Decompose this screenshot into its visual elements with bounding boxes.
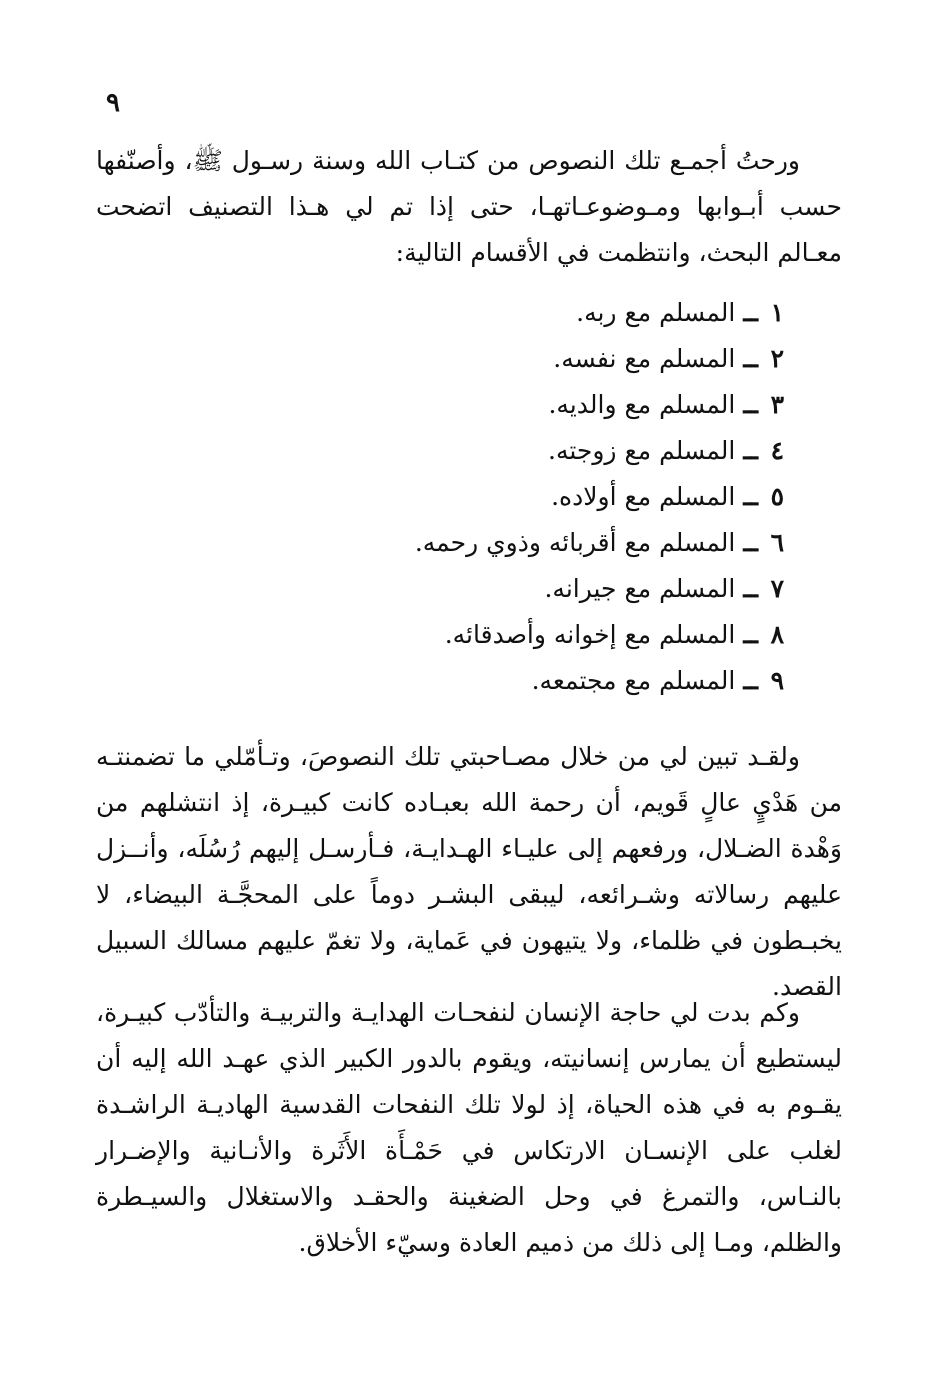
- guidance-paragraph: وكم بدت لي حاجة الإنسان لنفحـات الهدايـة والتربيـة والتأدّب كبيـرة، ليستطيع أن يمارس إنسانيته، ويقوم بالدور الكبير الذي عهـد الله إليه أن يقـوم به في هذه الحياة، إذ لولا تلك النفحات القدسية الهاديـة الراشـدة لغلب على الإنسـان الارتكاس في حَمْـأَة الأَثَرة والأنـانية والإضـرار بالنـاس، والتمرغ في وحل الضغينة والحقـد والاستغلال والسيـطرة والظلم، ومـا إلى ذلك من ذميم العادة وسيّء الأخلاق.: [96, 998, 842, 1257]
- list-item: ٦ــالمسلم مع أقربائه وذوي رحمه.: [414, 528, 784, 557]
- list-item: ٤ــالمسلم مع زوجته.: [548, 436, 784, 465]
- list-item: ٣ــالمسلم مع والديه.: [548, 390, 784, 419]
- list-item: ١ــالمسلم مع ربه.: [576, 298, 784, 327]
- list-item: ٨ــالمسلم مع إخوانه وأصدقائه.: [444, 620, 784, 649]
- list-item: ٥ــالمسلم مع أولاده.: [551, 482, 784, 511]
- page-number: ٩: [106, 88, 120, 118]
- mercy-paragraph: ولقـد تبين لي من خلال مصـاحبتي تلك النصوصَ، وتـأمّلي ما تضمنتـه من هَدْيٍ عالٍ قَويم، أن رحمة الله بعبـاده كانت كبيـرة، إذ انتشلهم من وَهْدة الضـلال، ورفعهم إلى عليـاء الهـدايـة، فـأرسـل إليهم رُسُلَه، وأنــزل عليهم رسالاته وشـرائعه، ليبقى البشـر دوماً على المحجَّـة البيضاء، لا يخبـطون في ظلماء، ولا يتيهون في عَماية، ولا تغمّ عليهم مسالك السبيل القصد.: [96, 742, 842, 1001]
- intro-paragraph: ورحتُ أجمـع تلك النصوص من كتـاب الله وسنة رسـول ﷺ، وأصنّفها حسب أبـوابها ومـوضوعـاتهـا، حتى إذا تم لي هـذا التصنيف اتضحت معـالم البحث، وانتظمت في الأقسام التالية:: [96, 146, 842, 267]
- list-item: ٧ــالمسلم مع جيرانه.: [544, 574, 784, 603]
- sections-list: [415, 290, 784, 704]
- list-item: ٩ــالمسلم مع مجتمعه.: [531, 666, 784, 695]
- list-item: ٢ــالمسلم مع نفسه.: [553, 344, 784, 373]
